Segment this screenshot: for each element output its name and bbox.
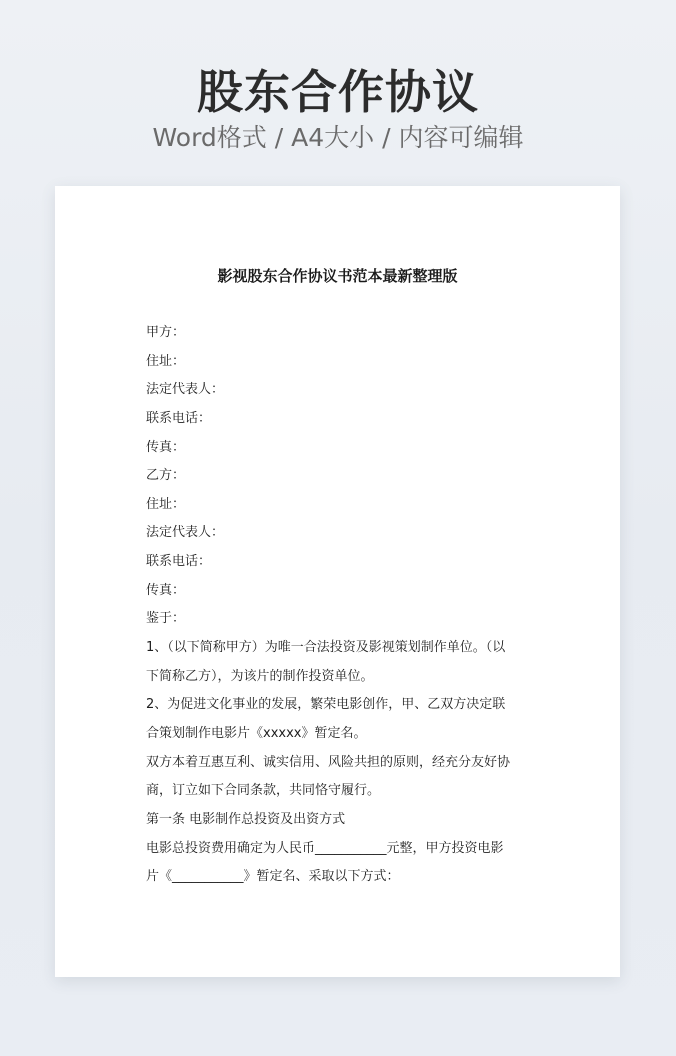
party-b-phone-label: 联系电话： xyxy=(146,554,212,570)
paragraph-line: 1、（以下简称甲方）为唯一合法投资及影视策划制作单位。（以 xyxy=(146,640,506,656)
whereas-label: 鉴于： xyxy=(146,611,186,627)
party-a-address-label: 住址： xyxy=(146,353,186,369)
party-b-label: 乙方： xyxy=(146,468,186,484)
document-page xyxy=(55,186,620,977)
party-a-label: 甲方： xyxy=(146,325,186,340)
party-b-fax-label: 传真： xyxy=(146,582,186,598)
article-heading: 第一条 电影制作总投资及出资方式 xyxy=(146,811,346,827)
document-body xyxy=(146,319,532,892)
party-a-representative-label: 法定代表人： xyxy=(146,382,225,398)
party-a-fax-label: 传真： xyxy=(146,439,186,455)
party-b-address-label: 住址： xyxy=(146,496,186,512)
paragraph-line: 双方本着互惠互利、诚实信用、风险共担的原则，经充分友好协 xyxy=(146,754,511,770)
paragraph-line: 片《___________》暂定名、采取以下方式： xyxy=(146,869,400,885)
paragraph-line: 电影总投资费用确定为人民币___________元整，甲方投资电影 xyxy=(146,840,504,856)
banner-subtitle: Word格式 / A4大小 / 内容可编辑 xyxy=(152,123,524,152)
party-a-phone-label: 联系电话： xyxy=(146,410,212,426)
document-title: 影视股东合作协议书范本最新整理版 xyxy=(217,267,458,285)
banner-title: 股东合作协议 xyxy=(197,65,479,119)
paragraph-line: 2、为促进文化事业的发展，繁荣电影创作，甲、乙双方决定联 xyxy=(146,697,506,713)
paragraph-line: 商，订立如下合同条款，共同恪守履行。 xyxy=(146,783,381,799)
party-b-representative-label: 法定代表人： xyxy=(146,525,225,541)
paragraph-line: 合策划制作电影片《xxxxx》暂定名。 xyxy=(146,725,367,741)
paragraph-line: 下简称乙方），为该片的制作投资单位。 xyxy=(146,668,374,684)
